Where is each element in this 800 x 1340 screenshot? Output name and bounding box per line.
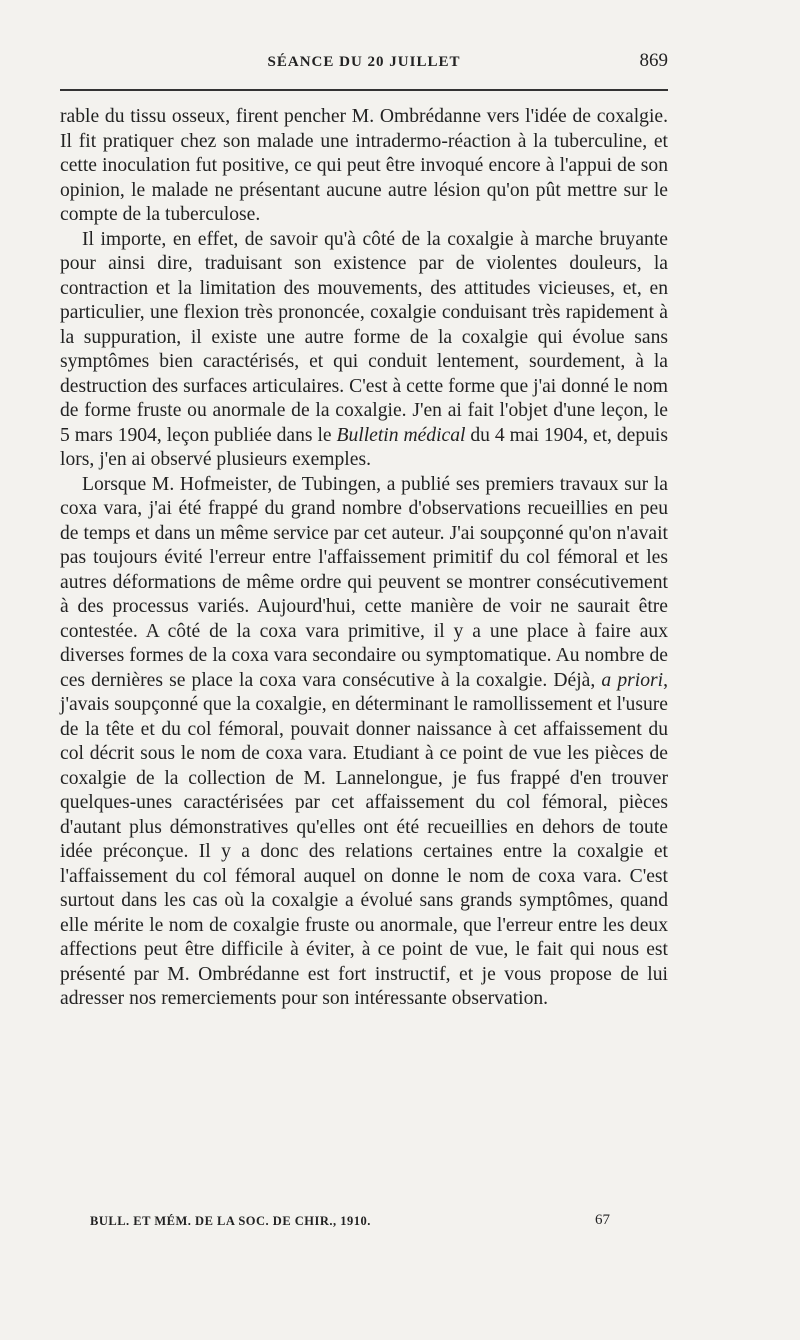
italic-text: a priori [601, 669, 664, 691]
paragraph [60, 228, 668, 473]
header-rule [60, 89, 668, 91]
text-segment: du 4 mai 1904, et, depuis lors, j'en ai observé plusieurs exemples. [60, 424, 668, 470]
paragraph [60, 105, 668, 228]
body-text [60, 105, 668, 1012]
italic-text: Bulletin médical [336, 424, 466, 446]
signature-mark: 67 [595, 1212, 610, 1228]
paragraph [60, 473, 668, 1012]
footer-citation: BULL. ET MÉM. DE LA SOC. DE CHIR., 1910. [90, 1214, 371, 1228]
text-segment: Il importe, en effet, de savoir qu'à côté de la coxalgie à marche bruyante pour ainsi dire, traduisant son existence par de violentes douleurs, la contraction et la limitation des mouvements, des attitudes vicieuses, et, en particulier, une flexion très prononcée, coxalgie conduisant très rapidement à la suppuration, il existe une autre forme de la coxalgie qui évolue sans symptômes bien caractérisés, et qui conduit lentement, sourdement, à la destruction des surfaces articulaires. C'est à cette forme que j'ai donné le nom de forme fruste ou anormale de la coxalgie. J'en ai fait l'objet d'une leçon, le 5 mars 1904, leçon publiée dans le [60, 228, 668, 446]
page-footer [90, 1212, 610, 1232]
text-segment: rable du tissu osseux, firent pencher M. Ombrédanne vers l'idée de coxalgie. Il fit pratiquer chez son malade une intradermo-réaction à la tuberculine, et cette inoculation fut positive, ce qui peut être invoqué encore à l'appui de son opinion, le malade ne présentant aucune autre lésion qu'on pût mettre sur le compte de la tuberculose. [60, 106, 668, 225]
running-head [60, 50, 668, 74]
text-segment: Lorsque M. Hofmeister, de Tubingen, a publié ses premiers travaux sur la coxa vara, j'ai été frappé du grand nombre d'observations recueillies en peu de temps et dans un même service par cet auteur. J'ai soupçonné qu'on n'avait pas toujours évité l'erreur entre l'affaissement primitif du col fémoral et les autres déformations de même ordre qui peuvent se montrer consécutivement à des processus variés. Aujourd'hui, cette manière de voir ne saurait être contestée. A côté de la coxa vara primitive, il y a une place à faire aux diverses formes de la coxa vara secondaire ou symptomatique. Au nombre de ces dernières se place la coxa vara consécutive à la coxalgie. Déjà, [60, 473, 668, 691]
text-segment: , j'avais soupçonné que la coxalgie, en déterminant le ramollissement et l'usure de la tête et du col fémoral, pouvait donner naissance à cet affaissement du col décrit sous le nom de coxa vara. Etudiant à ce point de vue les pièces de coxalgie de la collection de M. Lannelongue, je fus frappé d'en trouver quelques-unes caractérisées par cet affaissement du col fémoral, pièces d'autant plus démonstratives qu'elles ont été recueillies en dehors de toute idée préconçue. Il y a donc des relations certaines entre la coxalgie et l'affaissement du col fémoral auquel on donne le nom de coxa vara. C'est surtout dans les cas où la coxalgie a évolué sans grands symptômes, quand elle mérite le nom de coxalgie fruste ou anormale, que l'erreur entre les deux affections peut être difficile à éviter, à ce point de vue, le fait qui nous est présenté par M. Ombrédanne est fort instructif, et je vous propose de lui adresser nos remerciements pour son intéressante observation. [60, 669, 668, 1009]
running-title: SÉANCE DU 20 JUILLET [267, 54, 461, 70]
page-number: 869 [639, 50, 668, 71]
